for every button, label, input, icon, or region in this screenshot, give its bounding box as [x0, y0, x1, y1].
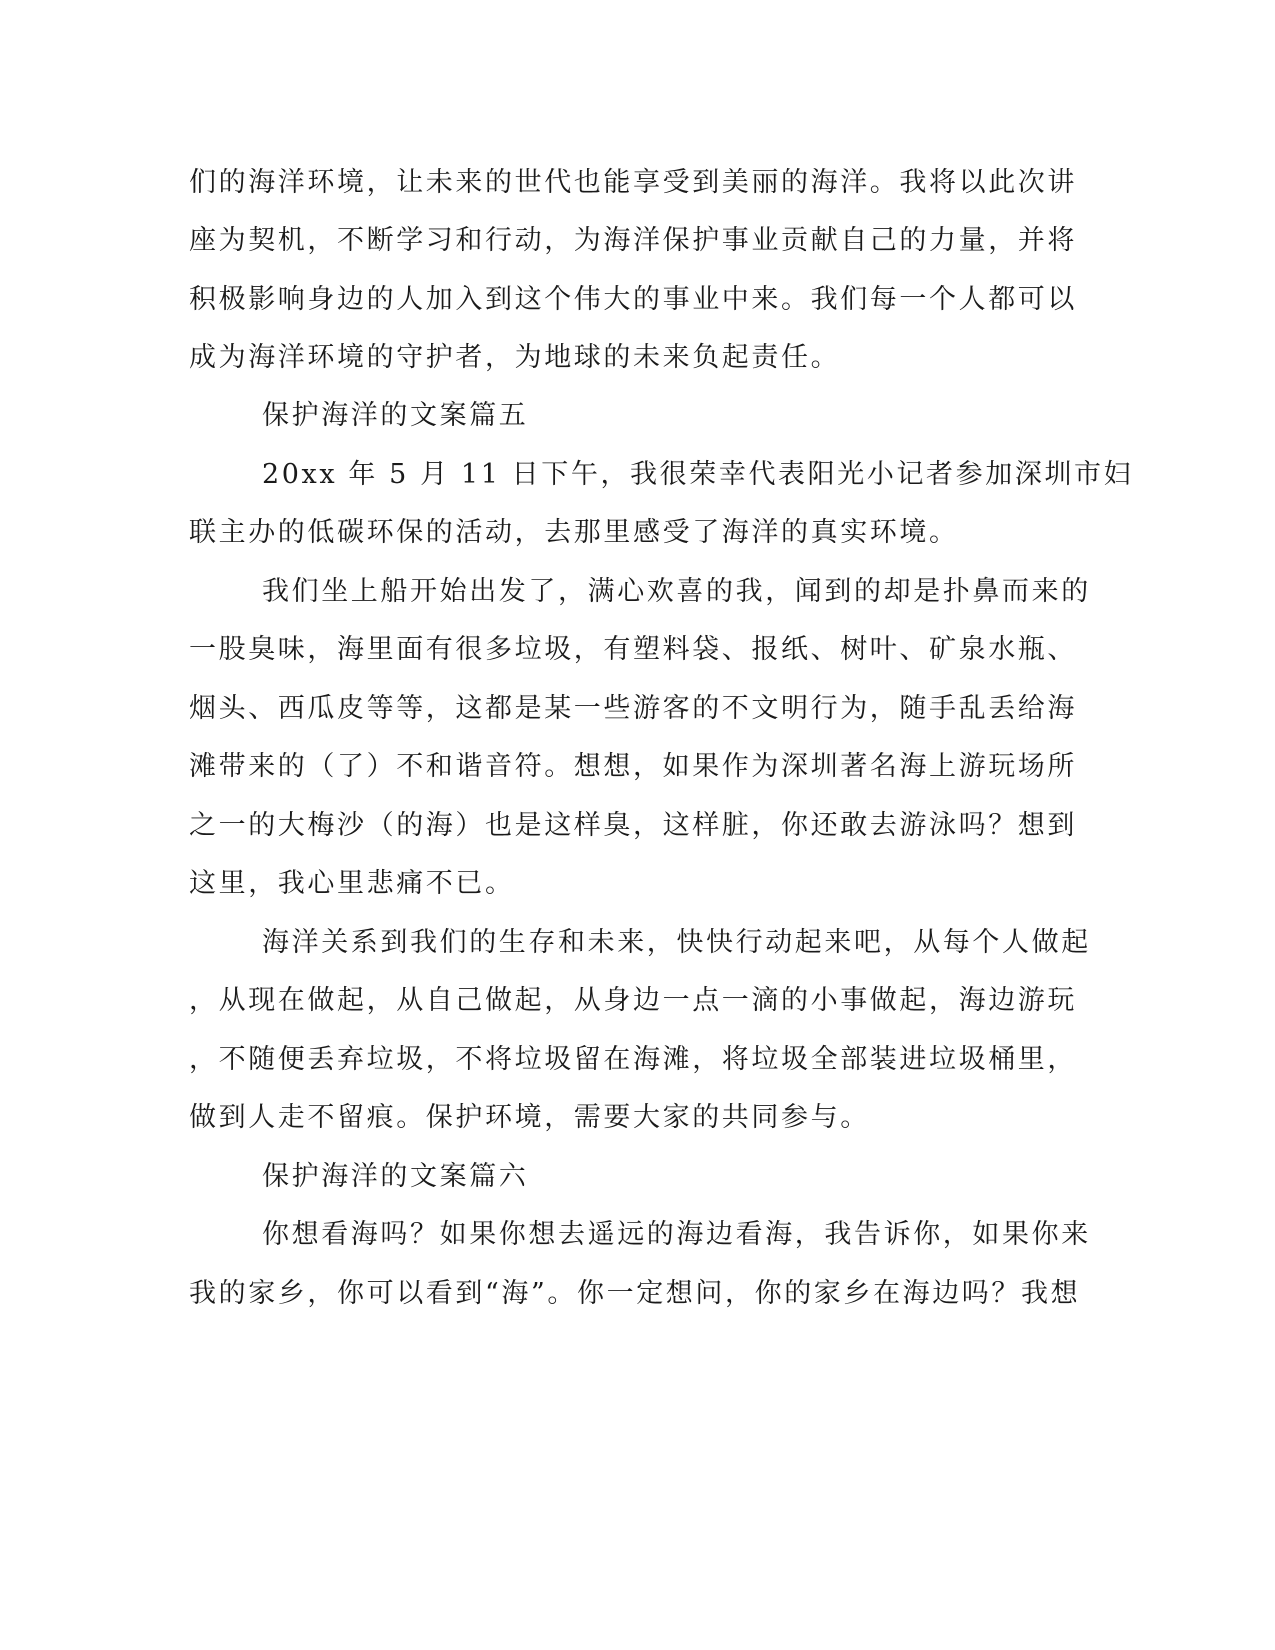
- paragraph-line: 海洋关系到我们的生存和未来，快快行动起来吧，从每个人做起: [262, 927, 1091, 958]
- paragraph-line: 这里，我心里悲痛不已。: [189, 868, 515, 899]
- paragraph-line: 一股臭味，海里面有很多垃圾，有塑料袋、报纸、树叶、矿泉水瓶、: [189, 634, 1077, 665]
- section-heading: 保护海洋的文案篇六: [262, 1161, 529, 1192]
- paragraph-line: 们的海洋环境，让未来的世代也能享受到美丽的海洋。我将以此次讲: [189, 167, 1077, 198]
- paragraph-line: 成为海洋环境的守护者，为地球的未来负起责任。: [189, 342, 841, 373]
- section-heading: 保护海洋的文案篇五: [262, 400, 529, 431]
- paragraph-line: 我的家乡，你可以看到“海”。你一定想问，你的家乡在海边吗？我想: [189, 1278, 1081, 1309]
- paragraph-line: 联主办的低碳环保的活动，去那里感受了海洋的真实环境。: [189, 517, 959, 548]
- paragraph-line: 座为契机，不断学习和行动，为海洋保护事业贡献自己的力量，并将: [189, 225, 1077, 256]
- paragraph-line: 做到人走不留痕。保护环境，需要大家的共同参与。: [189, 1102, 870, 1133]
- paragraph-line: 积极影响身边的人加入到这个伟大的事业中来。我们每一个人都可以: [189, 284, 1077, 315]
- paragraph-line: ，不随便丢弃垃圾，不将垃圾留在海滩，将垃圾全部装进垃圾桶里，: [189, 1044, 1077, 1075]
- paragraph-line: 之一的大梅沙（的海）也是这样臭，这样脏，你还敢去游泳吗？想到: [189, 810, 1077, 841]
- paragraph-line: ，从现在做起，从自己做起，从身边一点一滴的小事做起，海边游玩: [189, 985, 1077, 1016]
- paragraph-line: 烟头、西瓜皮等等，这都是某一些游客的不文明行为，随手乱丢给海: [189, 693, 1077, 724]
- paragraph-line: 20xx 年 5 月 11 日下午，我很荣幸代表阳光小记者参加深圳市妇: [262, 459, 1134, 490]
- paragraph-line: 我们坐上船开始出发了，满心欢喜的我，闻到的却是扑鼻而来的: [262, 576, 1091, 607]
- paragraph-line: 滩带来的（了）不和谐音符。想想，如果作为深圳著名海上游玩场所: [189, 751, 1077, 782]
- paragraph-line: 你想看海吗？如果你想去遥远的海边看海，我告诉你，如果你来: [262, 1219, 1091, 1250]
